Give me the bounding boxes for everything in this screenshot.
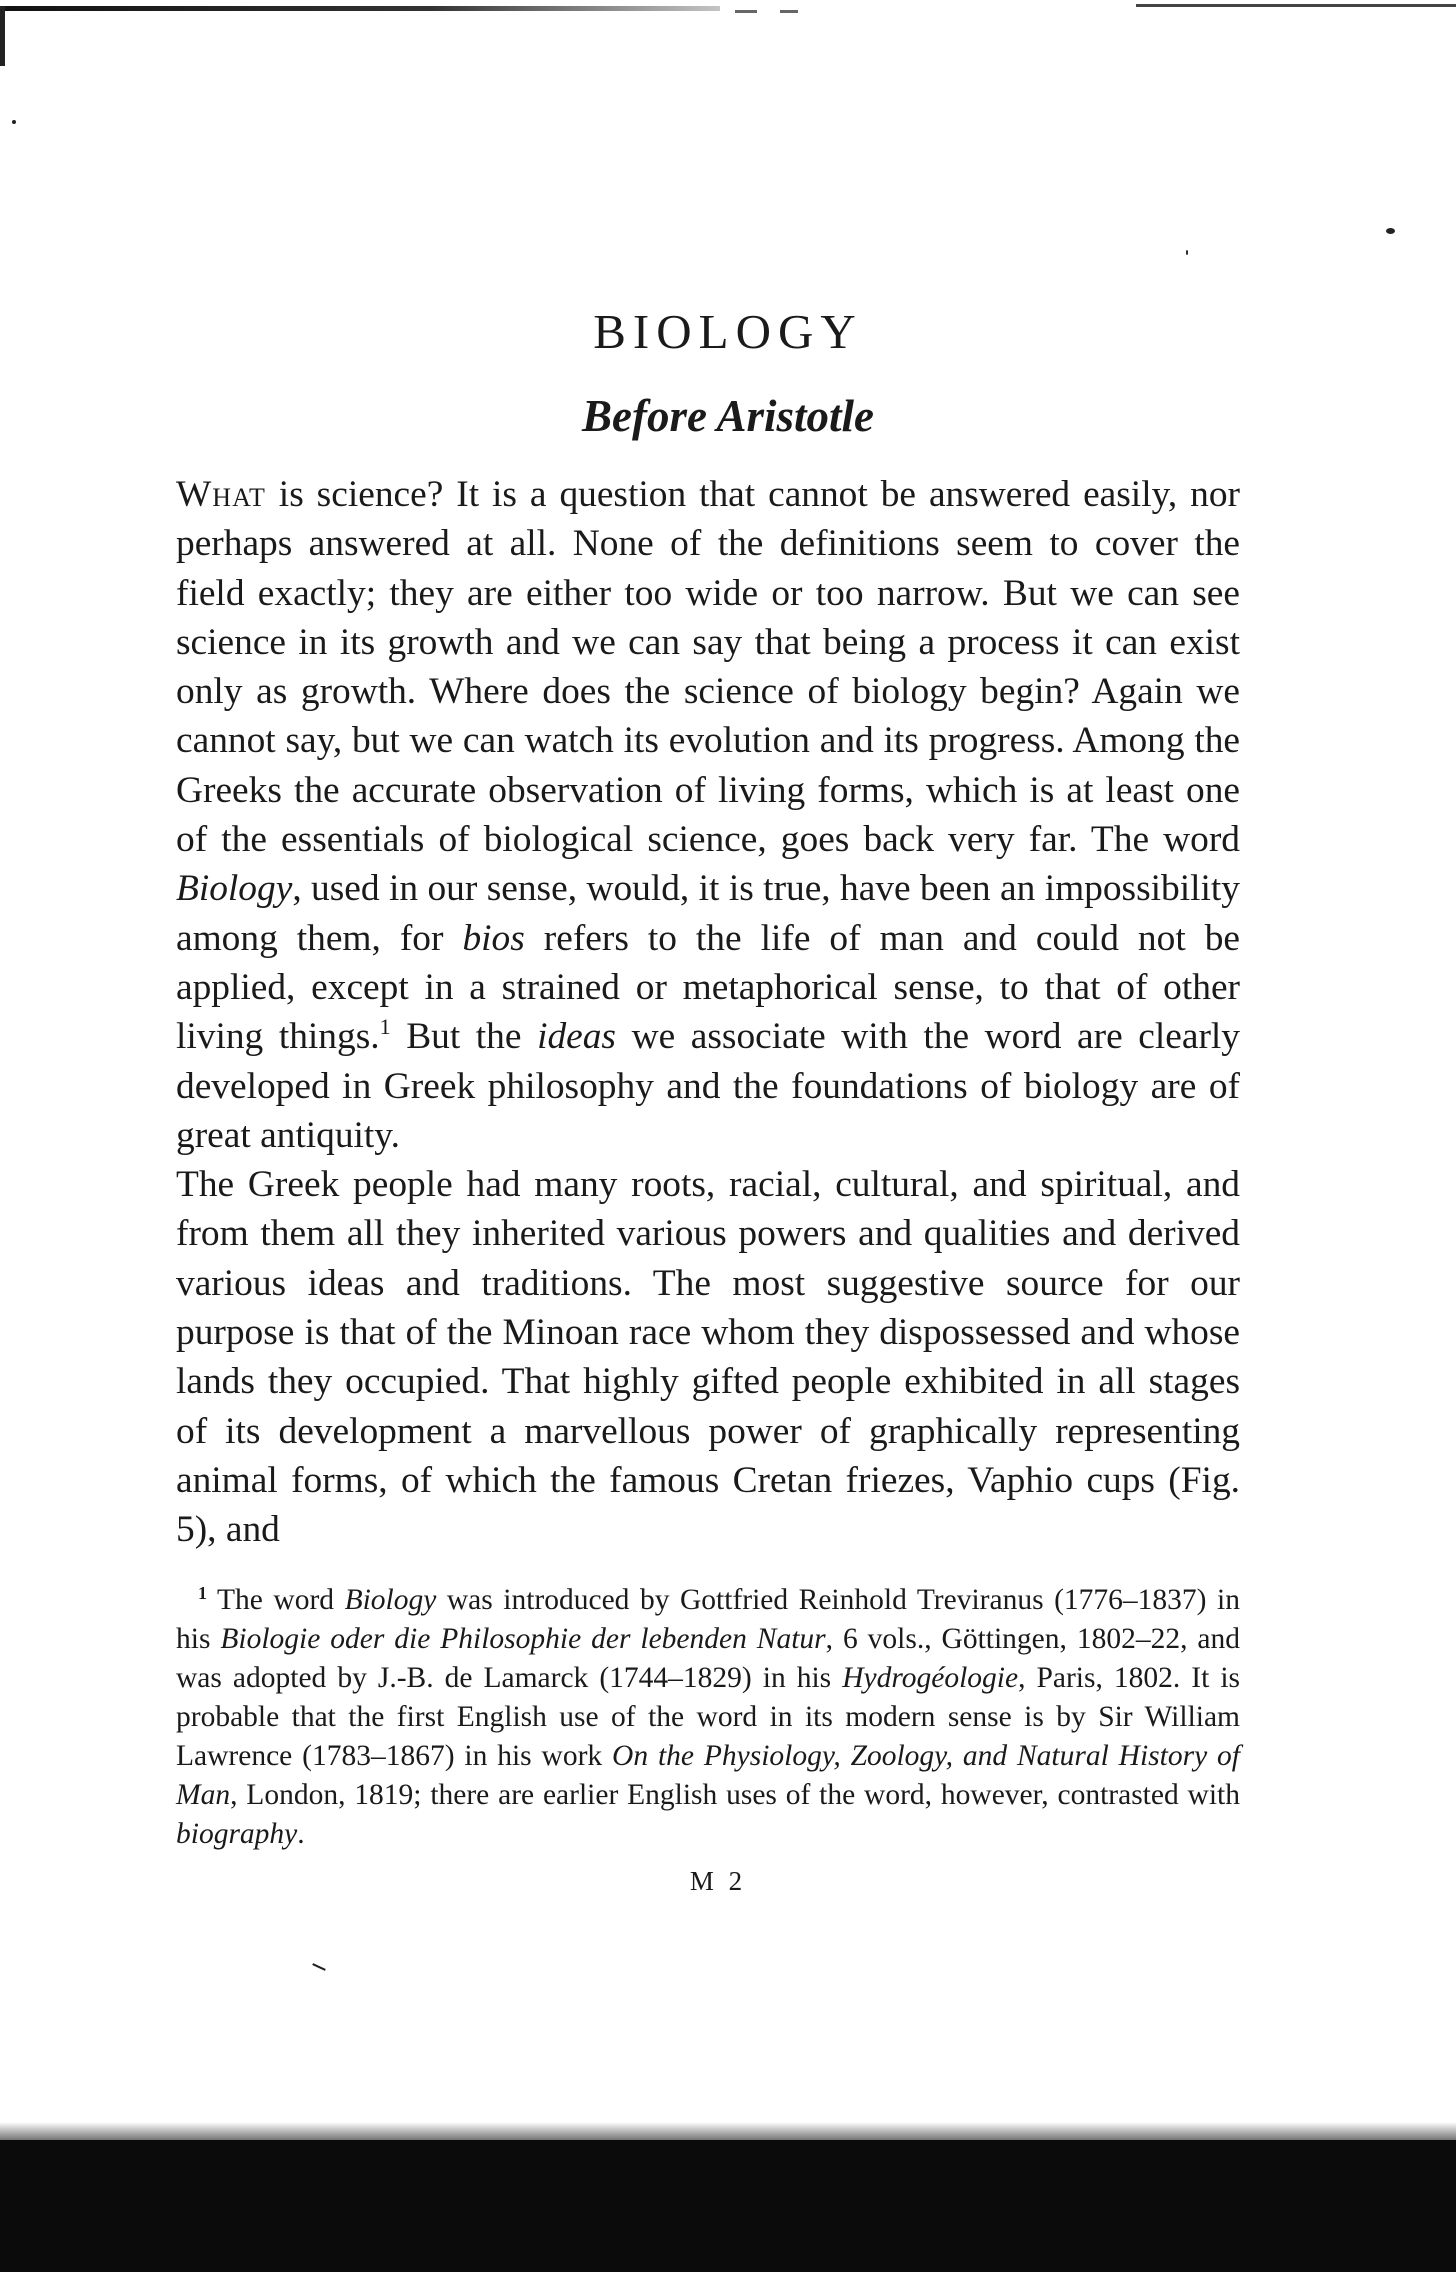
scan-left-edge [0, 6, 5, 66]
scan-speck [312, 1963, 326, 1971]
scan-dash [735, 10, 757, 13]
paragraph [176, 1160, 1240, 1554]
text-run: The word [207, 1583, 345, 1616]
text-run: But the [390, 1016, 538, 1058]
text-run: , used in our sense, would, it is true, have been an impossibility among them, for [176, 868, 1240, 959]
scan-speck [12, 120, 16, 124]
scan-top-right-edge [1136, 4, 1456, 7]
italic-term: ideas [537, 1016, 616, 1058]
body-text [176, 470, 1240, 1555]
text-run: , London, 1819; there are earlier English uses of the word, however, contrasted with [230, 1778, 1240, 1811]
italic-term: Biology [344, 1583, 437, 1616]
text-run: is science? It is a question that cannot be answered easily, nor perhaps answered at all. None of the definitions seem to cover the field exactly; they are either too wide or too narrow. But we can see science in its growth and we can say that being a process it can exist only as growth. Where does the science of biology begin? Again we cannot say, but we can watch its evolution and its progress. Among the Greeks the accurate observation of living forms, which is at least one of the essentials of biological science, goes back very far. The word [176, 474, 1240, 861]
italic-term: Biology [176, 868, 293, 910]
text-run: , Paris, 1802. It is probable that the first English use of the word in its modern sense is by Sir William Lawrence (1783–1867) in his work [176, 1661, 1240, 1772]
work-title: Hydrogéologie [842, 1661, 1019, 1694]
text-run: , 6 vols., Göttingen, 1802–22, and was adopted by J.-B. de Lamarck (1744–1829) in his [176, 1622, 1240, 1694]
footnote-number: 1 [198, 1582, 207, 1603]
text-run: refers to the life of man and could not be applied, except in a strained or metaphorical sense, to that of other living things. [176, 917, 1240, 1058]
scan-speck [1386, 228, 1395, 234]
footnote [176, 1581, 1240, 1854]
footnote-reference: 1 [379, 1014, 391, 1040]
text-run: was introduced by Gottfried Reinhold Treviranus (1776–1837) in his [176, 1583, 1240, 1655]
paragraph [176, 470, 1240, 1160]
signature-mark: M 2 [689, 1865, 747, 1896]
chapter-subtitle: Before Aristotle [581, 391, 875, 441]
text-run: we associate with the word are clearly developed in Greek philosophy and the foundations of biology are of great antiquity. [176, 1016, 1240, 1156]
italic-term: bios [462, 917, 525, 959]
scan-speck [1186, 250, 1188, 255]
text-run: . [297, 1817, 305, 1850]
work-title: On the Physiology, Zoology, and Natural History of Man [176, 1739, 1240, 1811]
italic-term: biography [176, 1817, 298, 1850]
chapter-title: BIOLOGY [593, 304, 863, 359]
text-run: The Greek people had many roots, racial, cultural, and spiritual, and from them all they inherited various powers and qualities and derived various ideas and traditions. The most suggestive source for our purpose is that of the Minoan race whom they dispossessed and whose lands they occupied. That highly gifted people exhibited in all stages of its development a marvellous power of graphically representing animal forms, of which the famous Cretan friezes, Vaphio cups (Fig. 5), and [176, 1164, 1240, 1551]
paragraph-lead: What [176, 474, 266, 515]
page-content [176, 300, 1240, 1897]
work-title: Biologie oder die Philosophie der lebenden Natur [220, 1622, 826, 1655]
scan-top-edge [0, 6, 720, 11]
scan-dash [780, 10, 798, 13]
scan-bottom-edge [0, 2140, 1456, 2272]
